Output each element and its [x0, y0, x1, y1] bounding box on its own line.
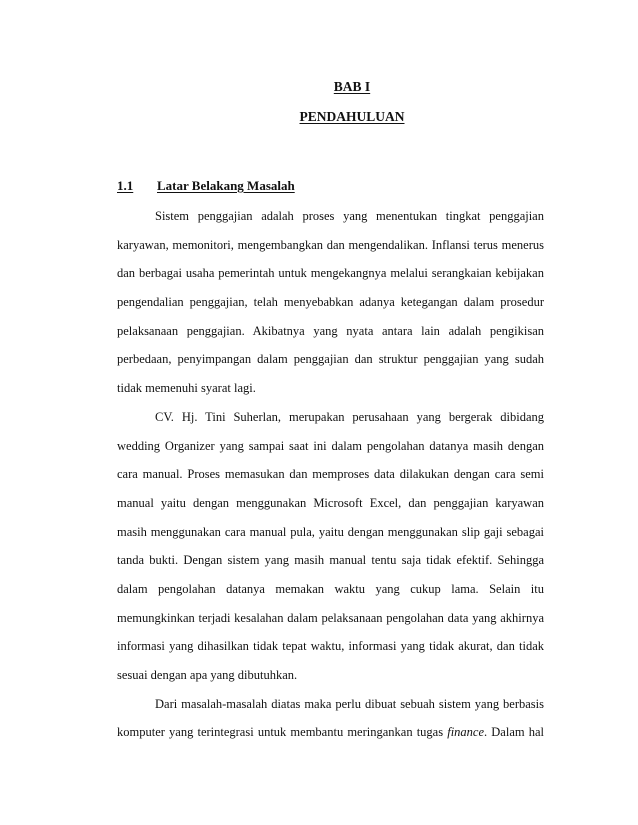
text-line: cara manual. Proses memasukan dan memproses data dilakukan dengan cara semi [117, 467, 544, 482]
text-line: informasi yang dihasilkan tidak tepat waktu, informasi yang tidak akurat, dan tidak [117, 639, 544, 654]
text-line: karyawan, memonitori, mengembangkan dan mengendalikan. Inflansi terus menerus [117, 237, 544, 252]
chapter-title: PENDAHULUAN [299, 109, 405, 124]
text-line: Sistem penggajian adalah proses yang menentukan tingkat penggajian [155, 209, 544, 223]
text-line: sesuai dengan apa yang dibutuhkan. [117, 668, 298, 682]
section-number: 1.1 [117, 178, 134, 193]
text-line: dalam pengolahan datanya memakan waktu yang cukup lama. Selain itu [117, 581, 544, 596]
chapter-label: BAB I [333, 79, 371, 94]
section-title: Latar Belakang Masalah [157, 178, 295, 193]
text-line [117, 718, 544, 747]
text-line: pelaksanaan penggajian. Akibatnya yang nyata antara lain adalah pengikisan [117, 323, 544, 338]
text-line: dan berbagai usaha pemerintah untuk mengekangnya melalui serangkaian kebijakan [117, 266, 544, 281]
text-segment: . Dalam hal [484, 725, 544, 740]
text-line: pengendalian penggajian, telah menyebabkan adanya ketegangan dalam prosedur [117, 295, 544, 310]
text-line: perbedaan, penyimpangan dalam penggajian dan struktur penggajian yang sudah [117, 352, 544, 367]
text-line: wedding Organizer yang sampai saat ini dalam pengolahan datanya masih dengan [117, 438, 544, 453]
text-line: manual yaitu dengan menggunakan Microsoft Excel, dan penggajian karyawan [117, 495, 544, 510]
text-line: tanda bukti. Dengan sistem yang masih manual tentu saja tidak efektif. Sehingga [117, 553, 544, 568]
text-line: CV. Hj. Tini Suherlan, merupakan perusahaan yang bergerak dibidang [155, 409, 544, 424]
body-text [117, 202, 544, 747]
text-line: Dari masalah-masalah diatas maka perlu dibuat sebuah sistem yang berbasis [155, 696, 544, 711]
section-heading [117, 178, 295, 194]
text-line: tidak memenuhi syarat lagi. [117, 381, 256, 396]
text-segment: komputer yang terintegrasi untuk membantu meringankan tugas [117, 725, 448, 740]
text-line: memungkinkan terjadi kesalahan dalam pelaksanaan pengolahan data yang akhirnya [117, 610, 544, 625]
text-line: masih menggunakan cara manual pula, yaitu dengan menggunakan slip gaji sebagai [117, 524, 544, 539]
italic-term: finance [447, 725, 485, 740]
